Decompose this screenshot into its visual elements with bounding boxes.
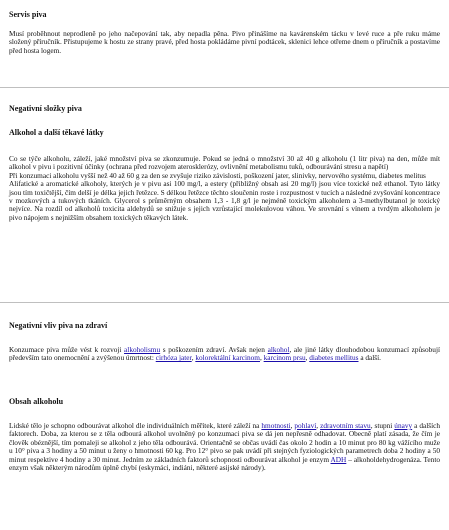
link-adh[interactable]: ADH [330, 454, 347, 464]
divider [0, 302, 449, 303]
health-paragraph: Konzumace piva může vést k rozvoji alkoholismu s poškozením zdraví. Avšak nejen alkohol, ale jiné látky dlouhodobou konzumací způsobují především tato onemocnění a zvýšenou úmrtnost: cirhóza jater, kolorektální karcinom, karcinom prsu, diabetes mellitus a další. [9, 345, 440, 363]
alcohol-paragraph-2: Při konzumaci alkoholu vyšší než 40 až 60 g za den se zvyšuje riziko závislosti, poškození jater, slinivky, nervového systému, diabetes melitus [9, 170, 426, 180]
link-pohlavi[interactable]: pohlaví [294, 421, 317, 430]
link-kolorektalni-karcinom[interactable]: kolorektální karcinom [195, 353, 260, 363]
servis-paragraph: Musí proběhnout neprodleně po jeho načepování tak, aby nepadla pěna. Pivo přinášíme na kavárenském tácku v levé ruce a pře ruku máme složený příručník. Přistupujeme k hostu ze strany pravé, před hosta pokládáme pivní podtácek, sklenici lehce otřeme dnem o příručník a postavíme před hosta logem. [9, 29, 440, 55]
link-diabetes-mellitus[interactable]: diabetes mellitus [309, 353, 359, 363]
section-heading-obsah-alkoholu: Obsah alkoholu [9, 397, 64, 406]
section-heading-health: Negativní vliv piva na zdraví [9, 321, 108, 330]
section-heading-alcohol-volatile: Alkohol a další těkavé látky [9, 128, 104, 137]
link-hmotnosti[interactable]: hmotnosti [261, 421, 291, 430]
alcohol-volatile-body [9, 155, 440, 222]
link-unavy[interactable]: únavy [394, 421, 413, 430]
alcohol-paragraph-3: Alifatické a aromatické alkoholy, kterých je v pivu asi 100 mg/l, a estery (přibližný obsah asi 20 mg/l) jsou více toxické než ethanol. Tyto látky jsou tím toxičtější, čím delší je délka jejich řetězce. S délkou řetězce těchto sloučenin roste i rozpustnost v tucích a následné zvyšování koncentrace v mozkových a tukových tkáních. Glycerol s průměrným obsahem 1,3 - 1,8 g/l je nejméně toxickým alkoholem a 3-methylbutanol je toxický nejvíce. Na rozdíl od alkoholů toxicita aldehydů se snižuje s jejich vzrůstající molekulovou váhou. Ve srovnání s vínem a tvrdým alkoholem je pivo nápojem s nejnižším obsahem toxických těkavých látek. [9, 179, 440, 222]
section-heading-negative-components: Negativní složky piva [9, 104, 82, 113]
obsah-alkoholu-paragraph: Lidské tělo je schopno odbourávat alkohol dle individuálních měřítek, které záleží na hmotnosti, pohlaví, zdravotním stavu, stupni únavy a dalších faktorech. Doba, za kterou se z těla odbourá alkohol uvolněný po konzumaci piva se dá jen nepřesně odhadovat. Obecně platí zásada, že čím je člověk obéznější, tím pomaleji se alkohol z jeho těla odbourává. Orientačně se občas uvádí čas okolo 2 hodin a 10 minut pro 80 kg vážícího muže u 10° piva a 3 hodiny a 50 minut u ženy o hmotnosti 60 kg. Pro 12° pivo se pak uvádí při stejných fyziologických parametrech doba 2 hodiny a 50 minut respektive 4 hodiny a 30 minut. Jedním ze základních faktorů schopnosti odbourávat alkohol je enzym ADH – alkoholdehydrogenáza. Tento enzym však některým národům úplně chybí (eskymáci, indiáni, některé asijské národy). [9, 421, 440, 473]
link-cirhoza-jater[interactable]: cirhóza jater [155, 353, 192, 363]
divider [0, 87, 449, 88]
link-alkoholismu[interactable]: alkoholismu [124, 345, 161, 354]
alcohol-paragraph-1: Co se týče alkoholu, záleží, jaké množství piva se zkonzumuje. Pokud se jedná o množství 30 až 40 g alkoholu (1 litr piva) na den, může mít alkohol v pivu i pozitivní účinky (ochrana před rozvojem aterosklerózy, ovlivnění metabolismu tuků, odbourávání stresu a napětí) [9, 154, 440, 172]
link-karcinom-prsu[interactable]: karcinom prsu [263, 353, 306, 363]
link-alkohol[interactable]: alkohol [267, 345, 290, 354]
link-zdravotnim-stavu[interactable]: zdravotním stavu [320, 421, 371, 430]
section-heading-servis: Servis piva [9, 10, 47, 19]
